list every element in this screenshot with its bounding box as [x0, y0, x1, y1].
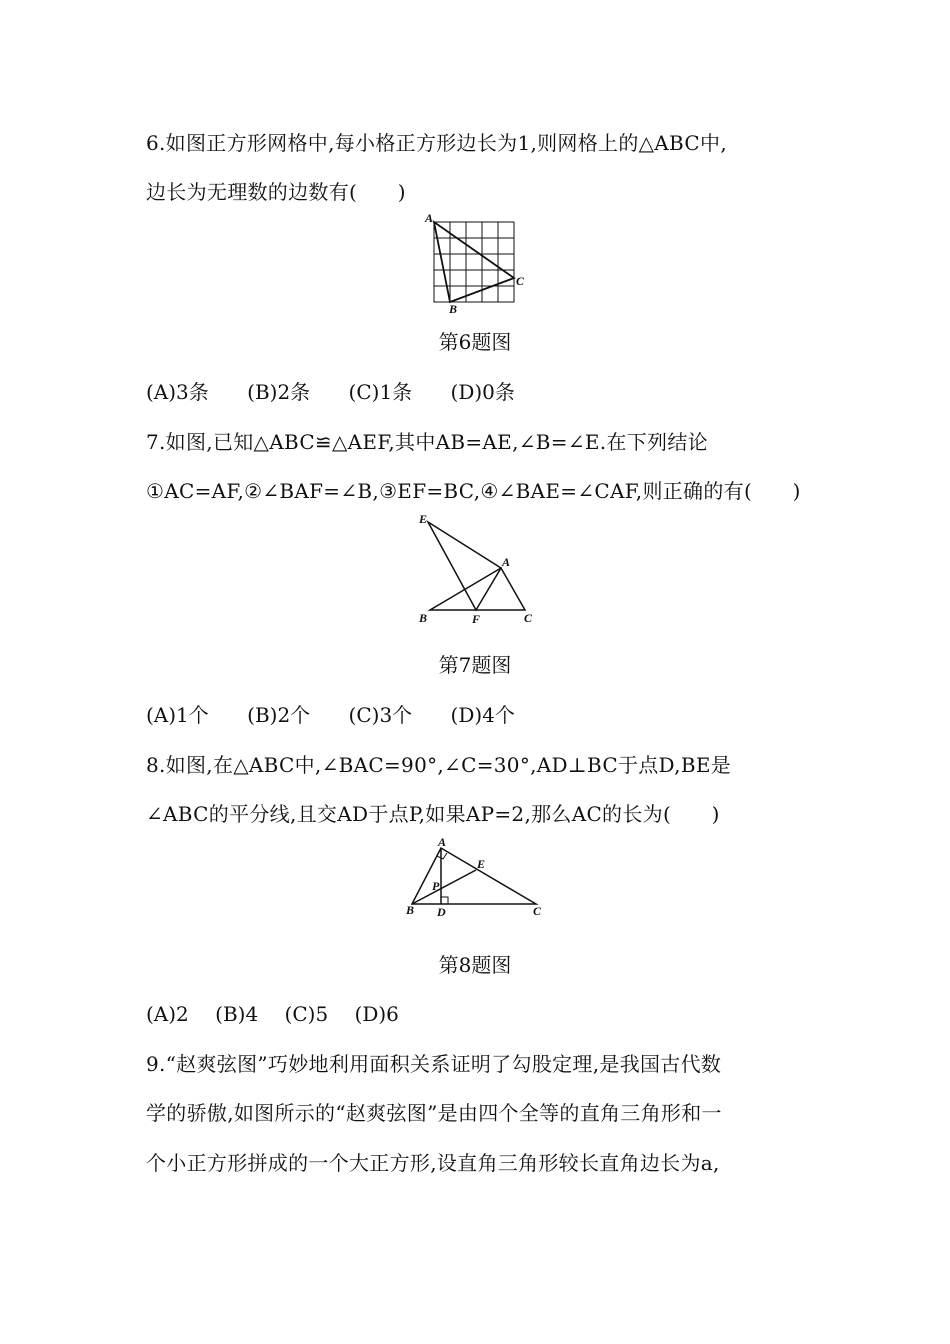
label-a: A	[502, 555, 511, 569]
label-c: C	[516, 274, 525, 288]
triangle-abc	[412, 848, 536, 904]
label-a: A	[425, 211, 434, 225]
q7-option-c[interactable]: (C)3个	[348, 703, 413, 727]
label-f: F	[472, 612, 481, 626]
q8-options	[146, 1000, 419, 1028]
q9-text-line-2: 学的骄傲,如图所示的“赵爽弦图”是由四个全等的直角三角形和一	[146, 1101, 722, 1125]
q8-option-d[interactable]: (D)6	[354, 1002, 399, 1026]
triangle-aef	[428, 522, 501, 610]
label-c: C	[533, 904, 542, 918]
q6-option-a[interactable]: (A)3条	[146, 380, 209, 404]
grid-border	[434, 222, 514, 302]
label-a: A	[438, 835, 447, 849]
q8-option-a[interactable]: (A)2	[146, 1002, 189, 1026]
q6-option-b[interactable]: (B)2条	[247, 380, 311, 404]
q6-caption: 第6题图	[438, 330, 512, 354]
label-b: B	[449, 302, 458, 316]
q6-options	[146, 378, 547, 406]
q7-caption: 第7题图	[438, 653, 512, 677]
q7-option-b[interactable]: (B)2个	[247, 703, 311, 727]
q8-text-line-2: ∠ABC的平分线,且交AD于点P,如果AP=2,那么AC的长为( )	[146, 802, 720, 826]
q8-text-line-1: 8.如图,在△ABC中,∠BAC=90°,∠C=30°,AD⊥BC于点D,BE是	[146, 753, 732, 777]
q7-option-a[interactable]: (A)1个	[146, 703, 209, 727]
label-d: D	[437, 905, 446, 919]
q9-text-line-3: 个小正方形拼成的一个大正方形,设直角三角形较长直角边长为a,	[146, 1151, 720, 1175]
triangle-abc	[430, 568, 525, 610]
q8-caption: 第8题图	[438, 953, 512, 977]
q7-options	[146, 701, 547, 729]
q8-option-b[interactable]: (B)4	[215, 1002, 259, 1026]
q7-triangles-figure	[410, 510, 545, 625]
label-b: B	[419, 611, 428, 625]
q9-text-line-1: 9.“赵爽弦图”巧妙地利用面积关系证明了勾股定理,是我国古代数	[146, 1052, 722, 1076]
label-c: C	[524, 611, 533, 625]
triangle-abc	[434, 222, 514, 302]
q8-triangle-figure	[400, 832, 550, 922]
q7-text-line-1: 7.如图,已知△ABC≌△AEF,其中AB=AE,∠B=∠E.在下列结论	[146, 430, 708, 454]
right-angle-mark-d	[441, 897, 448, 904]
label-e: E	[477, 857, 486, 871]
label-e: E	[419, 512, 428, 526]
q6-option-c[interactable]: (C)1条	[348, 380, 413, 404]
q7-text-line-2: ①AC=AF,②∠BAF=∠B,③EF=BC,④∠BAE=∠CAF,则正确的有( )	[146, 479, 801, 503]
q8-option-c[interactable]: (C)5	[284, 1002, 329, 1026]
q6-grid-figure	[420, 210, 530, 315]
q6-text-line-2: 边长为无理数的边数有( )	[146, 180, 406, 204]
q6-option-d[interactable]: (D)0条	[450, 380, 515, 404]
label-b: B	[406, 903, 415, 917]
label-p: P	[432, 879, 440, 893]
q7-option-d[interactable]: (D)4个	[450, 703, 515, 727]
q6-text-line-1: 6.如图正方形网格中,每小格正方形边长为1,则网格上的△ABC中,	[146, 131, 727, 155]
